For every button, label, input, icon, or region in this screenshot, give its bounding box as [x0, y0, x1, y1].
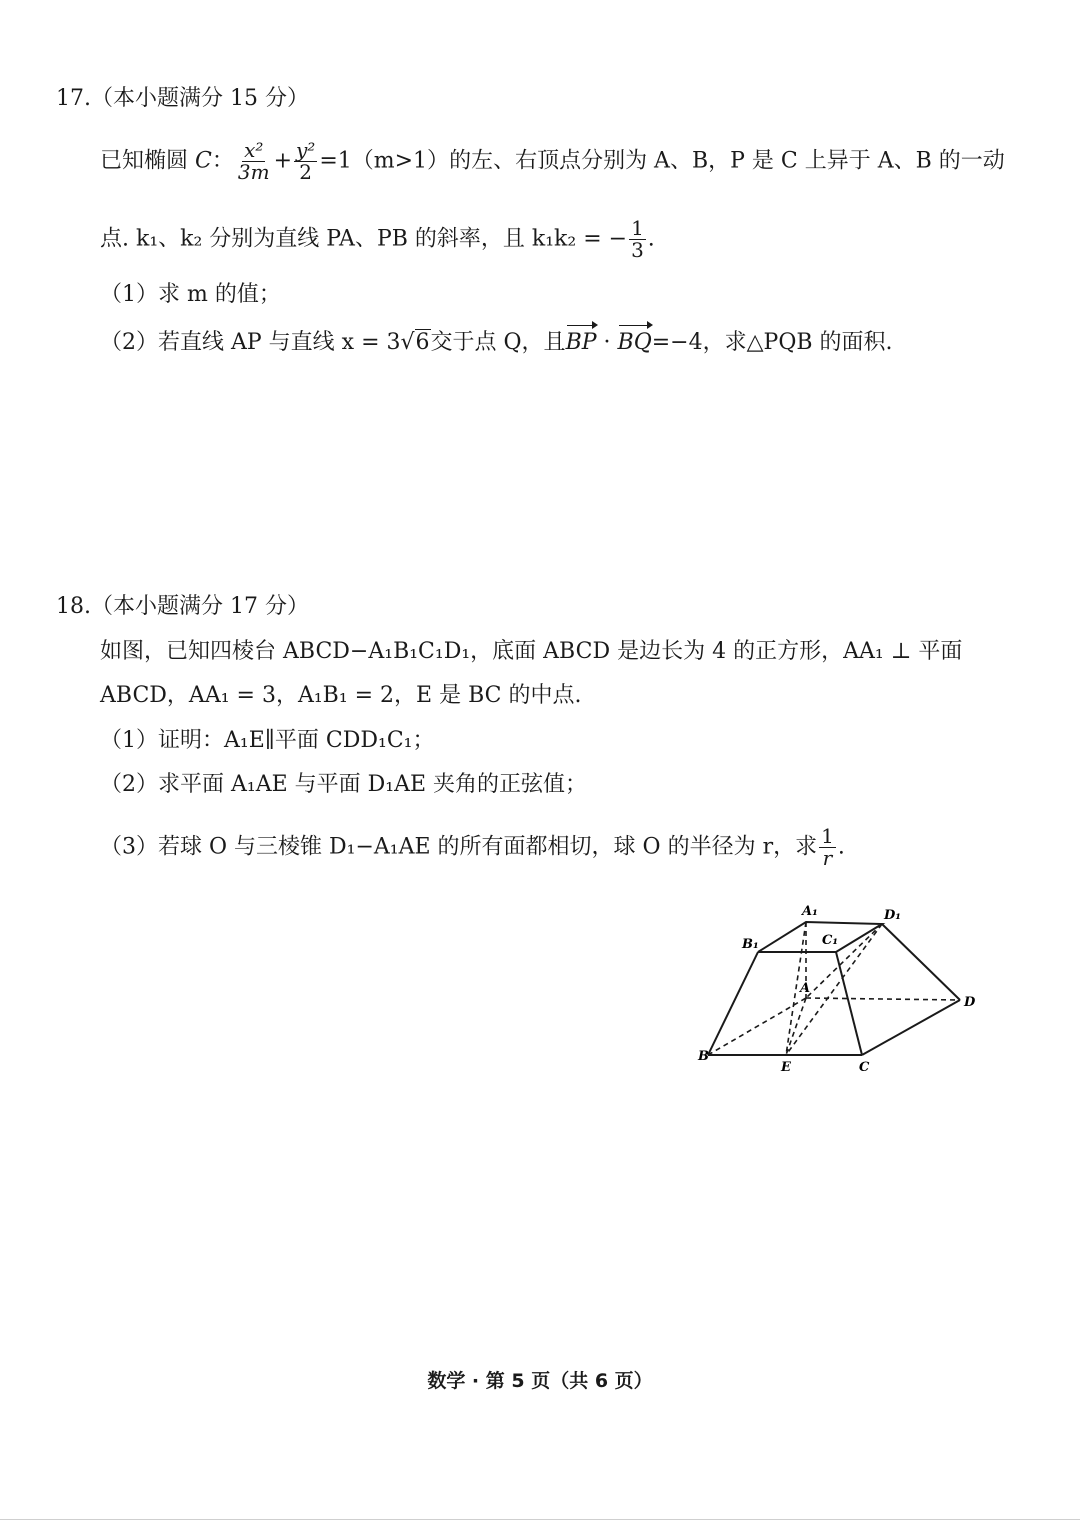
q17-stem-post: 的左、右顶点分别为 A、B，P 是 C 上异于 A、B 的一动	[449, 148, 1005, 174]
label-c1: C₁	[822, 933, 839, 948]
frac-denominator: r	[822, 846, 833, 870]
label-d: D	[964, 995, 976, 1010]
sqrt-symbol: √	[400, 330, 415, 355]
label-b1: B₁	[742, 937, 759, 952]
q17-stem-pre: 已知椭圆	[100, 148, 195, 174]
q17-stem-line-1	[100, 140, 1005, 183]
frac-numerator: x²	[244, 138, 264, 162]
q17-stem-line-2	[100, 218, 655, 261]
one-over-r-fraction	[819, 826, 836, 869]
edge-dd1	[882, 924, 960, 1000]
q17-part-2	[100, 328, 893, 358]
frac-numerator: 1	[821, 824, 834, 848]
q18-stem-line-2: ABCD，AA₁ = 3，A₁B₁ = 2，E 是 BC 的中点.	[100, 683, 582, 708]
q17-part-2-post: =−4，求△PQB 的面积.	[651, 330, 893, 355]
q18-heading: 18.（本小题满分 17 分）	[56, 594, 309, 619]
frac-numerator: 1	[631, 216, 644, 240]
edge-cd	[862, 1000, 960, 1055]
label-d1: D₁	[884, 908, 901, 923]
q17-part-1: （1）求 m 的值；	[100, 282, 281, 307]
vector-bp: BP	[566, 328, 597, 358]
label-a: A	[800, 981, 811, 996]
segment-ae	[786, 998, 806, 1055]
q17-ellipse-name: C	[195, 148, 212, 174]
bottom-rule	[0, 1519, 1080, 1520]
edge-cc1	[836, 952, 862, 1055]
q18-stem-line-1: 如图，已知四棱台 ABCD−A₁B₁C₁D₁，底面 ABCD 是边长为 4 的正方形，AA₁ ⊥ 平面	[100, 639, 963, 664]
label-b: B	[698, 1049, 709, 1064]
q17-part-2-mid: 交于点 Q，且	[430, 330, 566, 355]
frac-denominator: 3m	[237, 160, 270, 184]
q18-part-2: （2）求平面 A₁AE 与平面 D₁AE 夹角的正弦值；	[100, 772, 588, 797]
frac-denominator: 3	[631, 238, 644, 262]
page-footer: 数学 · 第 5 页（共 6 页）	[427, 1370, 653, 1392]
period: .	[647, 226, 655, 252]
label-c: C	[859, 1060, 870, 1075]
frac-numerator: y²	[296, 138, 316, 162]
frustum-diagram	[696, 898, 986, 1082]
q17-heading: 17.（本小题满分 15 分）	[56, 86, 309, 111]
period: .	[837, 834, 845, 860]
dot-operator: ·	[596, 330, 618, 355]
edge-ad	[806, 998, 960, 1000]
label-e: E	[781, 1060, 791, 1075]
plus-sign: +	[273, 148, 292, 174]
q18-part-3	[100, 826, 845, 869]
ellipse-fraction-y	[294, 140, 317, 183]
label-a1: A₁	[802, 904, 818, 919]
vector-bq: BQ	[618, 328, 652, 358]
q18-part-1: （1）证明：A₁E∥平面 CDD₁C₁；	[100, 728, 435, 753]
ellipse-condition: =1（m>1）	[319, 148, 450, 174]
ellipse-fraction-x	[236, 140, 272, 183]
frac-denominator: 2	[299, 160, 313, 184]
top-face	[758, 922, 882, 952]
one-third-fraction	[629, 218, 646, 261]
slope-condition: 点. k₁、k₂ 分别为直线 PA、PB 的斜率，且 k₁k₂ = −	[100, 226, 628, 252]
sqrt-radicand: 6	[415, 330, 430, 355]
q18-part-3-pre: （3）若球 O 与三棱锥 D₁−A₁AE 的所有面都相切，球 O 的半径为 r，求	[100, 834, 818, 860]
q17-part-2-pre: （2）若直线 AP 与直线 x = 3	[100, 330, 401, 355]
q17-colon: ：	[211, 148, 234, 174]
frustum-figure	[696, 898, 986, 1082]
